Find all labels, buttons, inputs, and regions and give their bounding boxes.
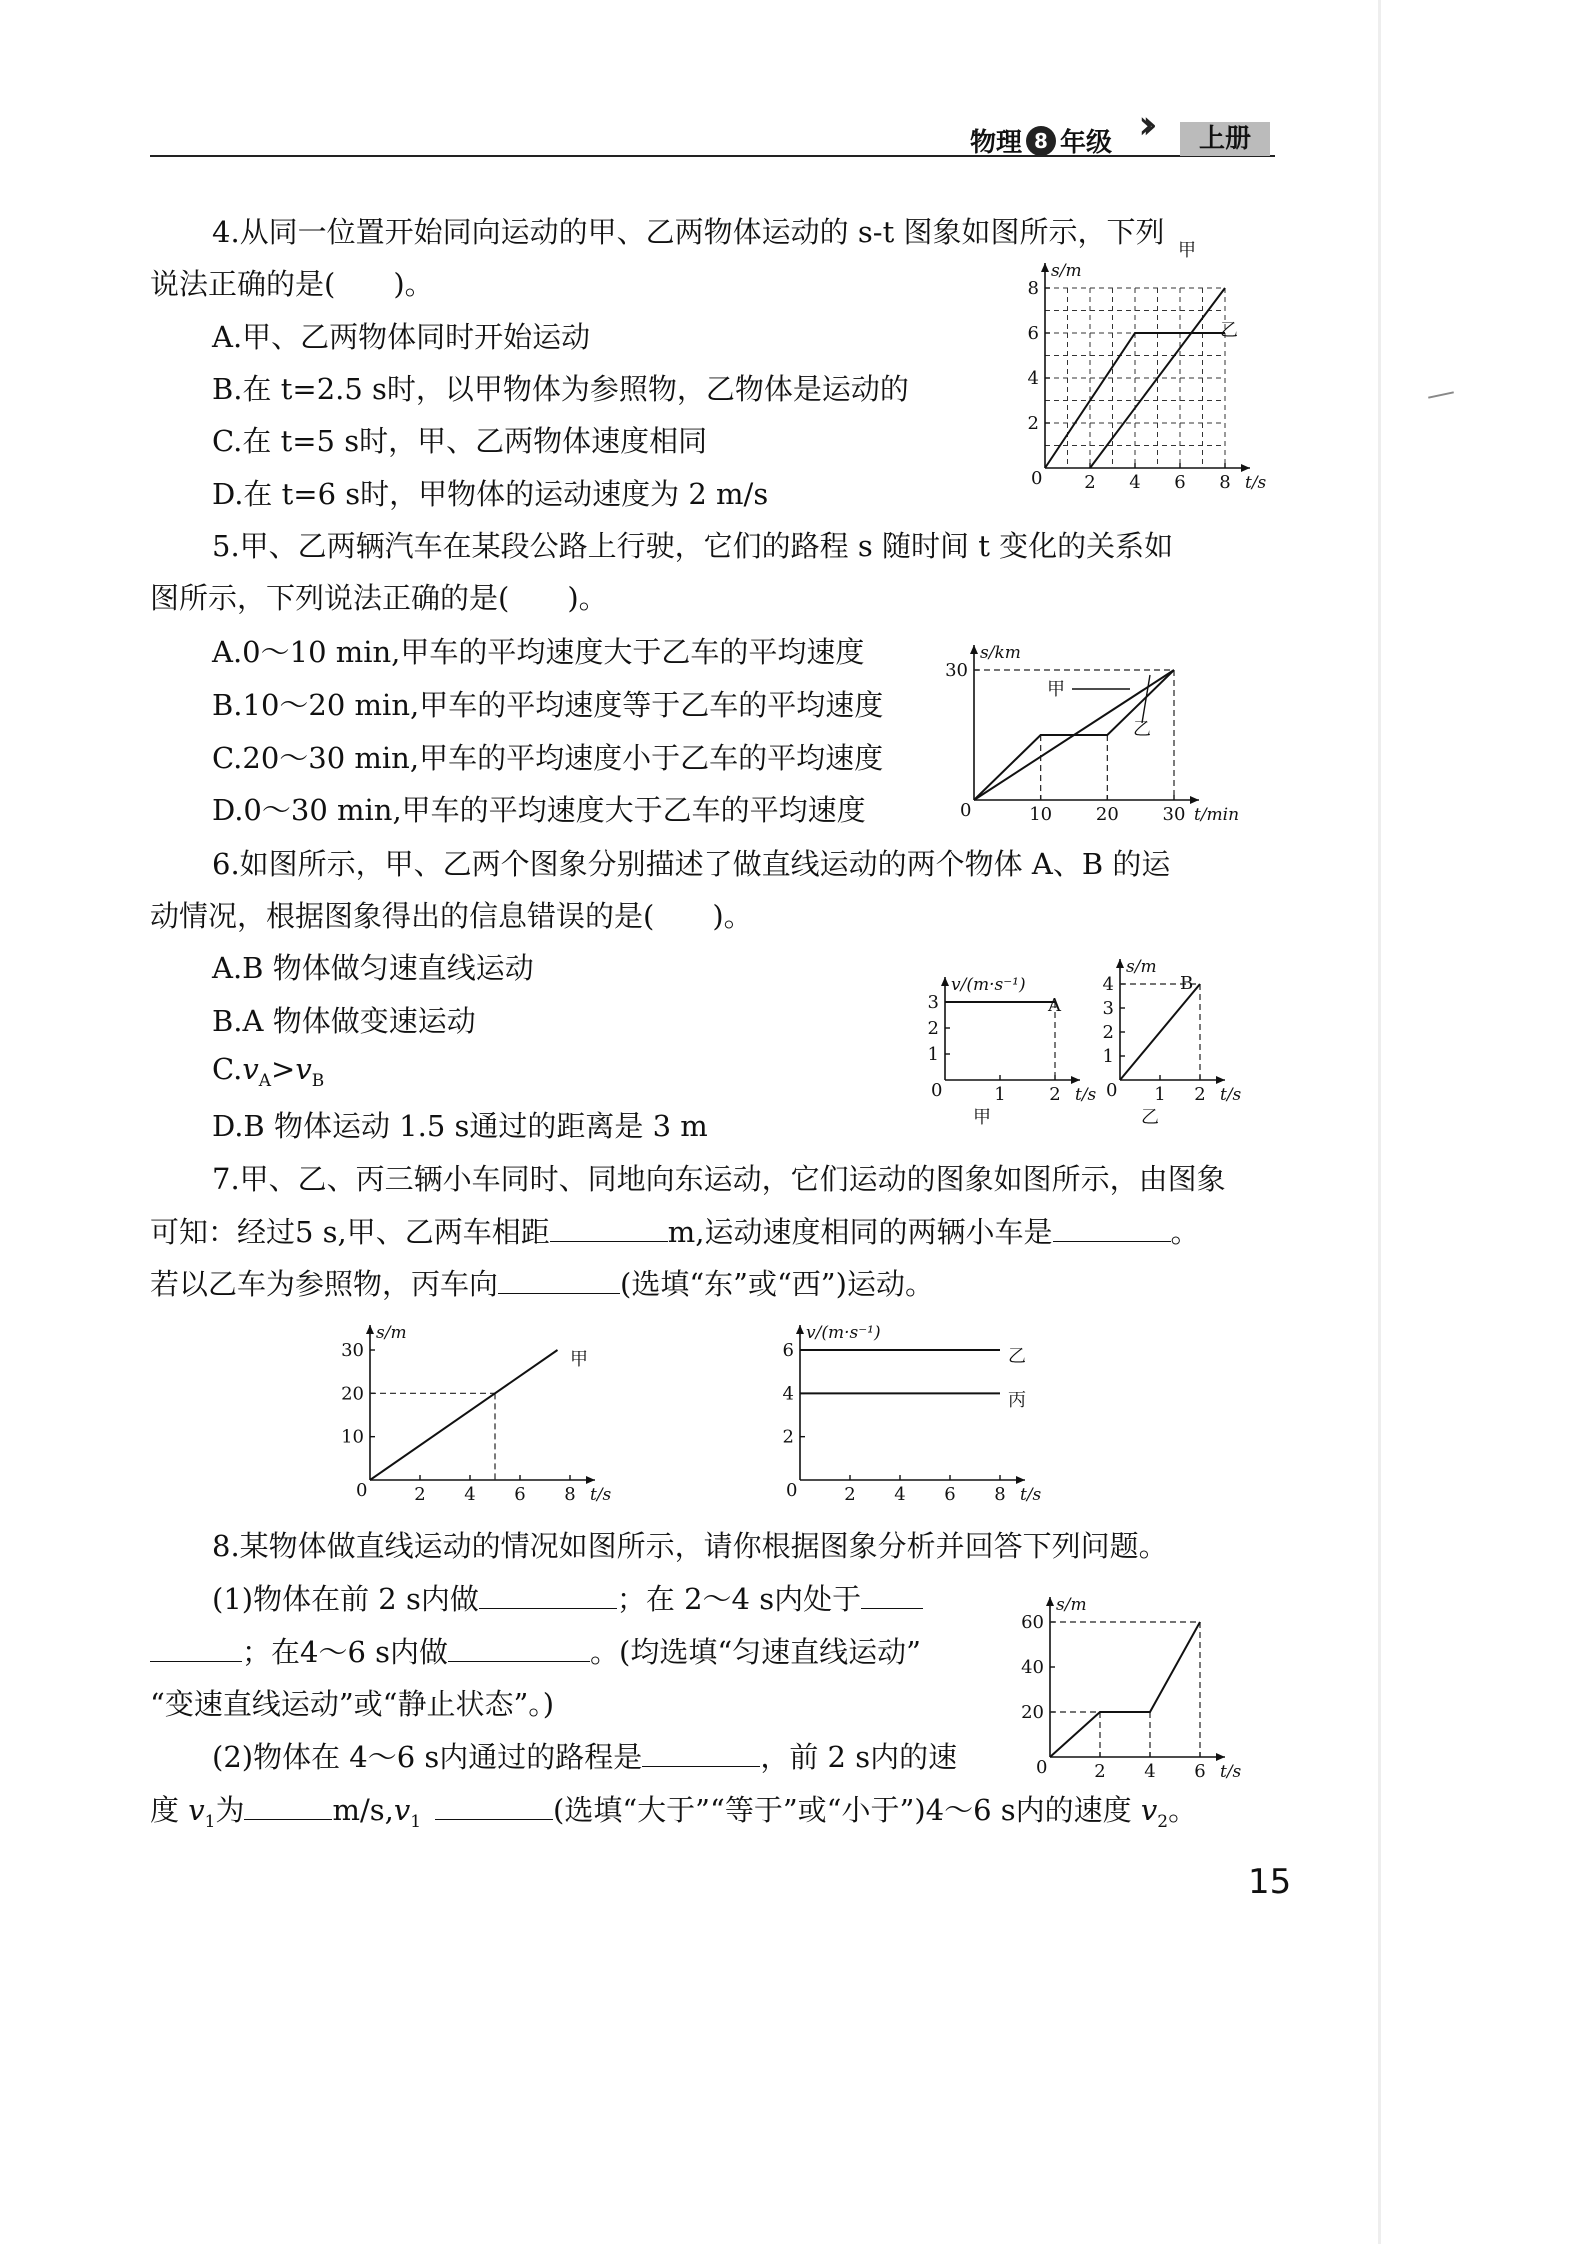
y-tick-label: 8 xyxy=(1027,278,1039,299)
q7-blank-direction[interactable] xyxy=(498,1267,620,1294)
q4-option-b: B.在 t=2.5 s时，以甲物体为参照物，乙物体是运动的 xyxy=(212,372,909,406)
x-tick-label: 6 xyxy=(1194,1761,1206,1782)
y-axis-label: s/km xyxy=(980,643,1021,663)
x-tick-label: 2 xyxy=(414,1484,426,1505)
page-edge-shadow xyxy=(1378,0,1381,2244)
q8-p5-c: m/s, xyxy=(332,1793,394,1827)
x-axis-label: t/min xyxy=(1194,805,1240,825)
q8-part1-line2 xyxy=(150,1630,921,1671)
x-axis-label: t/s xyxy=(1220,1762,1242,1782)
q7a-svg xyxy=(330,1310,630,1510)
y-tick-label: 40 xyxy=(1021,1657,1044,1678)
q8-p4-a: (2)物体在 4～6 s内通过的路程是 xyxy=(212,1740,643,1774)
y-tick-label: 30 xyxy=(945,660,968,681)
q6b-svg xyxy=(1098,945,1248,1135)
q8-blank-first2s[interactable] xyxy=(479,1582,617,1609)
y-tick-label: 4 xyxy=(1027,368,1039,389)
stray-mark xyxy=(1428,391,1454,398)
x-tick-label: 8 xyxy=(564,1484,576,1505)
q5-option-c: C.20～30 min,甲车的平均速度小于乙车的平均速度 xyxy=(212,741,884,775)
q8-v1-symbol-2: v xyxy=(393,1793,411,1827)
y-axis-label: s/m xyxy=(1051,261,1082,281)
q8-svg xyxy=(1021,1582,1260,1782)
q8-p4-b: ，前 2 s内的速 xyxy=(760,1740,958,1774)
x-axis-label: t/s xyxy=(1220,1085,1242,1105)
x-tick-label: 4 xyxy=(464,1484,476,1505)
y-tick-label: 20 xyxy=(341,1383,364,1405)
x-axis-arrow-icon xyxy=(1216,1753,1225,1761)
q8-part1-line1 xyxy=(212,1577,923,1618)
x-tick-label: 4 xyxy=(1129,472,1141,493)
x-tick-label: 30 xyxy=(1162,804,1186,825)
series-label: 乙 xyxy=(1220,320,1238,341)
x-tick-label: 2 xyxy=(1049,1084,1061,1105)
x-tick-label: 10 xyxy=(1029,804,1053,825)
q7-st-graph xyxy=(330,1310,630,1514)
q8-blank-2to4s-a[interactable] xyxy=(861,1582,923,1609)
q7-l2-a: 可知：经过5 s,甲、乙两车相距 xyxy=(150,1215,550,1249)
series-label: 甲 xyxy=(1178,240,1196,261)
y-tick-label: 20 xyxy=(1021,1702,1044,1723)
q4-st-graph xyxy=(1027,240,1267,493)
q4-stem-line1: 4.从同一位置开始同向运动的甲、乙两物体运动的 s-t 图象如图所示，下列 xyxy=(212,215,1165,249)
q7-l3-a: 若以乙车为参照物，丙车向 xyxy=(150,1267,499,1301)
y-tick-label: 4 xyxy=(1102,974,1114,995)
y-tick-label: 2 xyxy=(927,1018,939,1039)
y-tick-label: 1 xyxy=(927,1044,939,1065)
header-subject xyxy=(970,122,1112,159)
q8-blank-distance[interactable] xyxy=(642,1740,760,1767)
x-axis-arrow-icon xyxy=(1071,1076,1080,1084)
q8-blank-compare[interactable] xyxy=(435,1793,553,1820)
q7-l2-b: m,运动速度相同的两辆小车是 xyxy=(667,1215,1053,1249)
x-tick-label: 8 xyxy=(1219,472,1231,493)
y-axis-arrow-icon xyxy=(1116,959,1124,968)
q7-line1: 7.甲、乙、丙三辆小车同时、同地向东运动，它们运动的图象如图所示，由图象 xyxy=(212,1162,1226,1196)
q6-c-sub-b: B xyxy=(311,1070,325,1091)
q8-line1: 8.某物体做直线运动的情况如图所示，请你根据图象分析并回答下列问题。 xyxy=(212,1529,1168,1563)
x-axis-arrow-icon xyxy=(586,1476,595,1484)
origin-label: 0 xyxy=(1031,468,1043,489)
q4-stem-line2: 说法正确的是( )。 xyxy=(150,267,434,301)
x-tick-label: 20 xyxy=(1095,804,1119,825)
q8-st-graph xyxy=(1021,1582,1260,1786)
q6-option-c xyxy=(212,1052,324,1091)
q6-option-d: D.B 物体运动 1.5 s通过的距离是 3 m xyxy=(212,1109,708,1143)
q8-p2-a: ；在4～6 s内做 xyxy=(242,1635,449,1669)
y-axis-label: s/m xyxy=(376,1323,407,1343)
chart-caption: 甲 xyxy=(973,1107,991,1128)
q8-p5-d: (选填“大于”“等于”或“小于”)4～6 s内的速度 xyxy=(553,1793,1141,1827)
origin-label: 0 xyxy=(931,1080,943,1101)
q5-svg xyxy=(944,615,1264,835)
x-axis-label: t/s xyxy=(1245,473,1267,493)
q6-stem-line2: 动情况，根据图象得出的信息错误的是( )。 xyxy=(150,899,753,933)
x-axis-arrow-icon xyxy=(1241,464,1250,472)
x-axis-label: t/s xyxy=(590,1485,612,1505)
q8-blank-4to6s[interactable] xyxy=(448,1635,590,1662)
x-tick-label: 6 xyxy=(514,1484,526,1505)
q6-c-v2: v xyxy=(295,1052,312,1086)
q8-p1-a: (1)物体在前 2 s内做 xyxy=(212,1582,479,1616)
q7-blank-distance[interactable] xyxy=(550,1215,668,1242)
x-axis-arrow-icon xyxy=(1216,1076,1225,1084)
page-number: 15 xyxy=(1248,1862,1292,1902)
q8-v2-symbol: v xyxy=(1140,1793,1158,1827)
y-axis-arrow-icon xyxy=(366,1325,374,1334)
q5-option-a: A.0～10 min,甲车的平均速度大于乙车的平均速度 xyxy=(212,635,865,669)
x-tick-label: 6 xyxy=(944,1484,956,1505)
origin-label: 0 xyxy=(1106,1080,1118,1101)
q8-v1-sub-2: 1 xyxy=(410,1811,422,1832)
grade-label: 年级 xyxy=(1060,128,1113,158)
q8-part2-line1 xyxy=(212,1735,957,1776)
y-axis-arrow-icon xyxy=(941,977,949,986)
q7-vt-graph xyxy=(770,1310,1070,1514)
y-axis-arrow-icon xyxy=(1041,263,1049,272)
x-axis-label: t/s xyxy=(1020,1485,1042,1505)
y-axis-arrow-icon xyxy=(1046,1597,1054,1606)
y-tick-label: 1 xyxy=(1102,1046,1114,1067)
q5-option-d: D.0～30 min,甲车的平均速度大于乙车的平均速度 xyxy=(212,793,866,827)
y-tick-label: 6 xyxy=(1027,323,1039,344)
x-axis-arrow-icon xyxy=(1016,1476,1025,1484)
q8-p5-a: 度 xyxy=(150,1793,189,1827)
series-line-0 xyxy=(1050,1622,1200,1757)
q6-c-prefix: C. xyxy=(212,1052,243,1086)
x-tick-label: 2 xyxy=(844,1484,856,1505)
x-tick-label: 4 xyxy=(894,1484,906,1505)
origin-label: 0 xyxy=(960,800,972,821)
y-axis-arrow-icon xyxy=(796,1325,804,1334)
q6-option-b: B.A 物体做变速运动 xyxy=(212,1004,476,1038)
series-label: 丙 xyxy=(1008,1390,1026,1411)
x-tick-label: 2 xyxy=(1084,472,1096,493)
q4-option-c: C.在 t=5 s时，甲、乙两物体速度相同 xyxy=(212,424,708,458)
x-tick-label: 1 xyxy=(994,1084,1006,1105)
y-axis-label: v/(m·s⁻¹) xyxy=(806,1323,881,1343)
q7-l3-b: (选填“东”或“西”)运动。 xyxy=(620,1267,934,1301)
x-tick-label: 4 xyxy=(1144,1761,1156,1782)
q6a-svg xyxy=(920,945,1097,1135)
q8-v2-sub: 2 xyxy=(1157,1811,1169,1832)
q7-blank-same-speed[interactable] xyxy=(1053,1215,1171,1242)
q5-stem-line2: 图所示，下列说法正确的是( )。 xyxy=(150,581,608,615)
y-tick-label: 10 xyxy=(341,1426,364,1448)
y-tick-label: 30 xyxy=(341,1340,364,1361)
q7-line2 xyxy=(150,1210,1200,1251)
q8-p5-e: 。 xyxy=(1168,1793,1198,1827)
q8-part2-line2 xyxy=(150,1788,1197,1832)
q4-svg xyxy=(1027,240,1267,493)
q5-option-b: B.10～20 min,甲车的平均速度等于乙车的平均速度 xyxy=(212,688,884,722)
x-tick-label: 2 xyxy=(1094,1761,1106,1782)
q6-vt-graph-a xyxy=(920,945,1097,1139)
series-line-甲 xyxy=(370,1350,558,1480)
q6-c-v1: v xyxy=(242,1052,259,1086)
q7b-svg xyxy=(770,1310,1070,1510)
y-tick-label: 4 xyxy=(782,1383,794,1405)
y-tick-label: 2 xyxy=(1102,1022,1114,1043)
chart-caption: 乙 xyxy=(1141,1107,1159,1128)
y-tick-label: 6 xyxy=(782,1340,794,1361)
series-line-B xyxy=(1120,984,1200,1080)
q8-blank-2to4s-b[interactable] xyxy=(150,1635,242,1662)
y-axis-label: s/m xyxy=(1056,1595,1087,1615)
x-axis-arrow-icon xyxy=(1190,796,1199,804)
q8-p2-b: 。(均选填“匀速直线运动” xyxy=(590,1635,921,1669)
subject-label: 物理 xyxy=(970,128,1023,158)
q5-stem-line1: 5.甲、乙两辆汽车在某段公路上行驶，它们的路程 s 随时间 t 变化的关系如 xyxy=(212,529,1174,563)
y-axis-arrow-icon xyxy=(970,645,978,654)
volume-label: 上册 xyxy=(1180,122,1270,156)
q6-c-sub-a: A xyxy=(258,1070,272,1091)
y-tick-label: 2 xyxy=(1027,413,1039,434)
y-tick-label: 3 xyxy=(927,992,939,1013)
q8-blank-v1[interactable] xyxy=(244,1793,332,1820)
series-label: A xyxy=(1048,995,1061,1016)
series-label: 乙 xyxy=(1008,1346,1026,1367)
q7-line3 xyxy=(150,1262,934,1303)
origin-label: 0 xyxy=(356,1480,368,1501)
double-chevron-icon: ›› xyxy=(1138,102,1146,148)
q8-v1-sub: 1 xyxy=(204,1811,216,1832)
series-label: 乙 xyxy=(1133,719,1151,740)
y-tick-label: 60 xyxy=(1021,1612,1044,1633)
q8-v1-symbol: v xyxy=(188,1793,205,1827)
y-tick-label: 2 xyxy=(782,1426,794,1448)
q8-part1-line3: “变速直线运动”或“静止状态”。) xyxy=(150,1687,555,1721)
q8-p5-b: 为 xyxy=(215,1793,245,1827)
origin-label: 0 xyxy=(786,1480,798,1501)
q7-l2-c: 。 xyxy=(1170,1215,1200,1249)
series-label: 甲 xyxy=(570,1349,588,1370)
y-axis-label: s/m xyxy=(1126,957,1157,977)
y-axis-label: v/(m·s⁻¹) xyxy=(951,975,1026,995)
x-tick-label: 6 xyxy=(1174,472,1186,493)
x-tick-label: 1 xyxy=(1154,1084,1166,1105)
y-tick-label: 3 xyxy=(1102,998,1114,1019)
origin-label: 0 xyxy=(1036,1757,1048,1778)
q5-st-graph xyxy=(944,615,1264,839)
x-tick-label: 2 xyxy=(1194,1084,1206,1105)
x-axis-label: t/s xyxy=(1075,1085,1097,1105)
q6-option-a: A.B 物体做匀速直线运动 xyxy=(212,951,534,985)
series-label: B xyxy=(1180,973,1194,994)
series-label: 甲 xyxy=(1047,679,1065,700)
q6-stem-line1: 6.如图所示，甲、乙两个图象分别描述了做直线运动的两个物体 A、B 的运 xyxy=(212,847,1171,881)
q4-option-d: D.在 t=6 s时，甲物体的运动速度为 2 m/s xyxy=(212,477,769,511)
q4-option-a: A.甲、乙两物体同时开始运动 xyxy=(212,320,591,354)
grade-badge: 8 xyxy=(1026,126,1056,156)
q6-st-graph-b xyxy=(1098,945,1248,1139)
q8-p1-b: ；在 2～4 s内处于 xyxy=(616,1582,862,1616)
q6-c-gt: > xyxy=(271,1052,296,1086)
x-tick-label: 8 xyxy=(994,1484,1006,1505)
